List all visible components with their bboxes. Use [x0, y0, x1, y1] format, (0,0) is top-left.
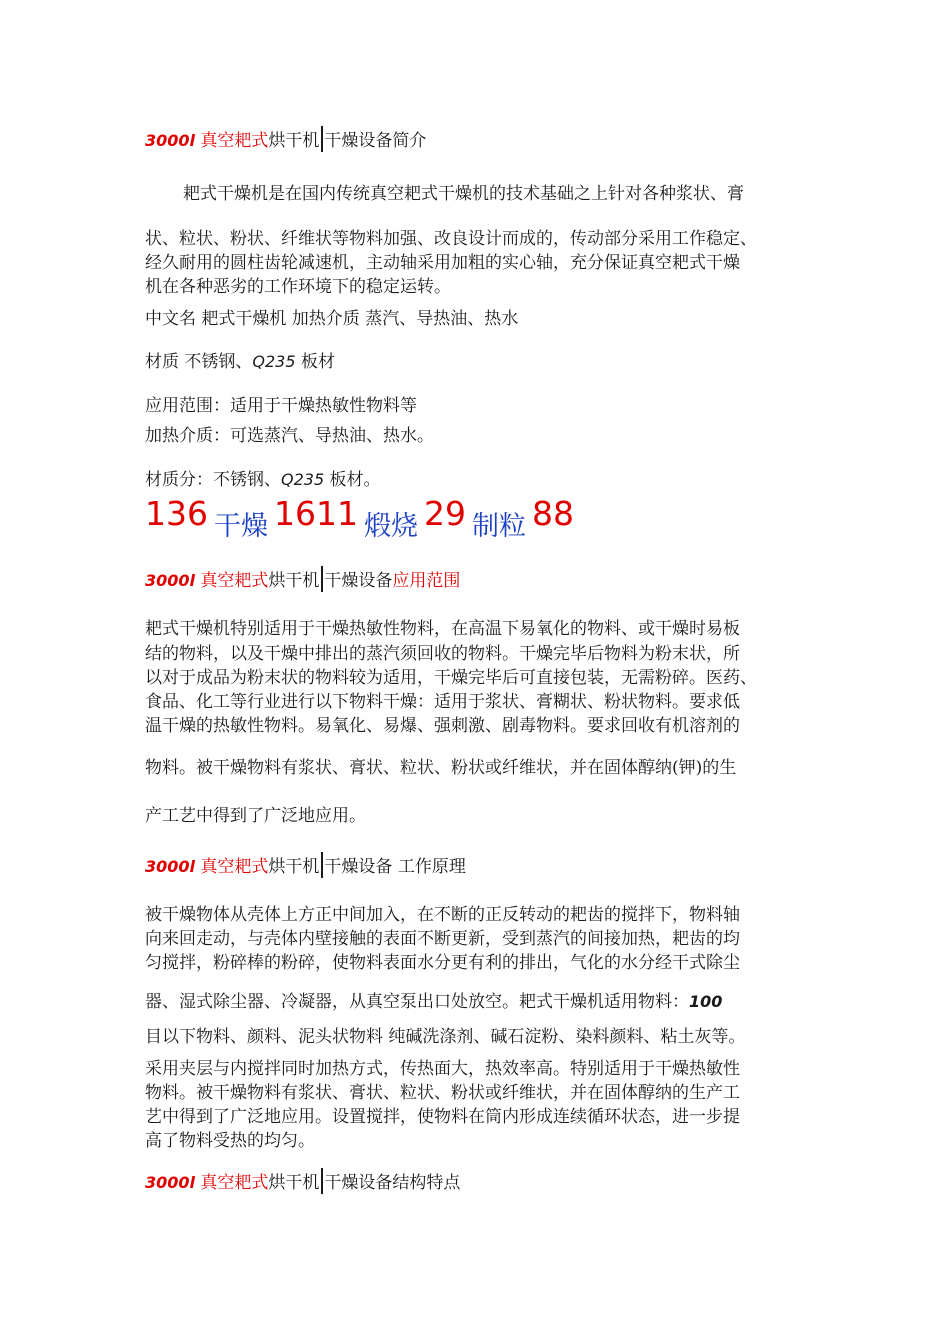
application-para-line-1: 耙式干燥机特别适用于干燥热敏性物料，在高温下易氧化的物料、或干燥时易板	[145, 619, 740, 639]
principle-line-5: 目以下物料、颜料、泥头状物料 纯碱洗涤剂、碱石淀粉、染料颜料、粘土灰等。	[145, 1027, 746, 1047]
section-heading-principle: 3000l 真空耙式烘干机 干燥设备 工作原理	[145, 852, 466, 878]
material2-line: 材质分：不锈钢、Q235 板材。	[145, 470, 381, 490]
principle-line-7: 物料。被干燥物料有浆状、膏状、粒状、粉状或纤维状，并在固体醇纳的生产工	[145, 1083, 740, 1103]
heating-line: 加热介质：可选蒸汽、导热油、热水。	[145, 426, 434, 446]
specs-line: 中文名 耙式干燥机 加热介质 蒸汽、导热油、热水	[145, 309, 519, 329]
principle-line-8: 艺中得到了广泛地应用。设置搅拌，使物料在筒内形成连续循环状态，进一步提	[145, 1107, 740, 1127]
section-heading-intro: 3000l 真空耙式烘干机 干燥设备简介	[145, 126, 426, 152]
intro-line-3: 经久耐用的圆柱齿轮减速机，主动轴采用加粗的实心轴，充分保证真空耙式干燥	[145, 253, 740, 273]
application-para-line-6: 物料。被干燥物料有浆状、膏状、粒状、粉状或纤维状，并在固体醇纳(钾)的生	[145, 758, 737, 778]
application-para-line-5: 温干燥的热敏性物料。易氧化、易爆、强刺激、剧毒物料。要求回收有机溶剂的	[145, 716, 740, 736]
section-heading-application: 3000l 真空耙式烘干机 干燥设备应用范围	[145, 566, 460, 592]
intro-line-2: 状、粒状、粉状、纤维状等物料加强、改良设计而成的，传动部分采用工作稳定、	[145, 229, 757, 249]
application-para-line-3: 以对于成品为粉末状的物料较为适用，干燥完毕后可直接包装，无需粉碎。医药、	[145, 668, 757, 688]
principle-line-6: 采用夹层与内搅拌同时加热方式，传热面大，热效率高。特别适用于干燥热敏性	[145, 1059, 740, 1079]
intro-line-1: 耙式干燥机是在国内传统真空耙式干燥机的技术基础之上针对各种浆状、膏	[183, 184, 744, 204]
principle-line-4: 器、湿式除尘器、冷凝器，从真空泵出口处放空。耙式干燥机适用物料：100	[145, 992, 723, 1012]
section-heading-structure: 3000l 真空耙式烘干机 干燥设备结构特点	[145, 1168, 460, 1194]
intro-line-4: 机在各种恶劣的工作环境下的稳定运转。	[145, 277, 451, 297]
principle-line-3: 匀搅拌，粉碎棒的粉碎，使物料表面水分更有利的排出，气化的水分经干式除尘	[145, 953, 740, 973]
application-para-line-4: 食品、化工等行业进行以下物料干燥：适用于浆状、膏糊状、粉状物料。要求低	[145, 692, 740, 712]
principle-line-9: 高了物料受热的均匀。	[145, 1131, 315, 1151]
application-para-line-2: 结的物料，以及干燥中排出的蒸汽须回收的物料。干燥完毕后物料为粉末状，所	[145, 644, 740, 664]
contact-number-line: 136 干燥 1611 煅烧 29 制粒 88	[145, 494, 574, 542]
application-line: 应用范围：适用于干燥热敏性物料等	[145, 396, 417, 416]
material-line: 材质 不锈钢、Q235 板材	[145, 352, 335, 372]
principle-line-2: 向来回走动，与壳体内壁接触的表面不断更新，受到蒸汽的间接加热，耙齿的均	[145, 929, 740, 949]
principle-line-1: 被干燥物体从壳体上方正中间加入，在不断的正反转动的耙齿的搅拌下，物料轴	[145, 905, 740, 925]
application-para-line-7: 产工艺中得到了广泛地应用。	[145, 806, 366, 826]
